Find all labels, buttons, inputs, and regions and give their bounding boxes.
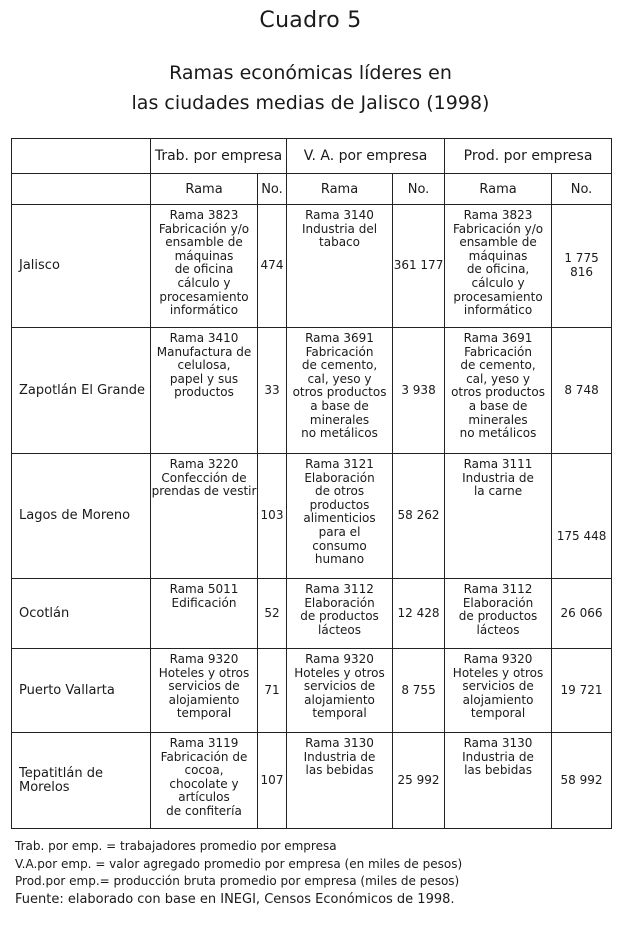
va-no-cell: 12 428 [393, 579, 445, 649]
city-cell: Ocotlán [12, 579, 151, 649]
header-va: V. A. por empresa [287, 139, 445, 174]
city-cell: Tepatitlán de Morelos [12, 733, 151, 829]
title-line-2: las ciudades medias de Jalisco (1998) [131, 92, 490, 114]
va-rama-cell: Rama 9320 Hoteles y otros servicios de alojamiento temporal [287, 649, 393, 733]
prod-rama-cell: Rama 3823 Fabricación y/o ensamble de máquinas de oficina, cálculo y procesamiento informático [445, 205, 552, 328]
trab-rama-cell: Rama 3823 Fabricación y/o ensamble de máquinas de oficina cálculo y procesamiento informático [151, 205, 258, 328]
va-no-cell: 25 992 [393, 733, 445, 829]
trab-no-cell: 107 [258, 733, 287, 829]
subheader-rama: Rama [151, 174, 258, 205]
trab-rama-cell: Rama 3220 Confección de prendas de vestir [151, 454, 258, 579]
data-table [11, 138, 612, 829]
prod-rama-cell: Rama 3111 Industria de la carne [445, 454, 552, 579]
prod-rama-cell: Rama 3130 Industria de las bebidas [445, 733, 552, 829]
va-rama-cell: Rama 3121 Elaboración de otros productos alimenticios para el consumo humano [287, 454, 393, 579]
subheader-rama: Rama [287, 174, 393, 205]
prod-rama-cell: Rama 3691 Fabricación de cemento, cal, yeso y otros productos a base de minerales no metálicos [445, 328, 552, 454]
prod-no-cell: 1 775 816 [552, 205, 612, 328]
prod-no-cell: 175 448 [552, 454, 612, 579]
trab-no-cell: 71 [258, 649, 287, 733]
trab-no-cell: 103 [258, 454, 287, 579]
table-row [12, 454, 612, 579]
table-row [12, 205, 612, 328]
subheader-no: No. [258, 174, 287, 205]
prod-rama-cell: Rama 3112 Elaboración de productos lácteos [445, 579, 552, 649]
city-cell: Jalisco [12, 205, 151, 328]
va-no-cell: 58 262 [393, 454, 445, 579]
va-no-cell: 361 177 [393, 205, 445, 328]
va-rama-cell: Rama 3140 Industria del tabaco [287, 205, 393, 328]
prod-no-cell: 19 721 [552, 649, 612, 733]
table-row [12, 649, 612, 733]
city-cell: Lagos de Moreno [12, 454, 151, 579]
header-empty-cell [12, 139, 151, 174]
va-rama-cell: Rama 3112 Elaboración de productos lácteos [287, 579, 393, 649]
table-row [12, 579, 612, 649]
title-line-1: Ramas económicas líderes en [169, 62, 452, 84]
trab-no-cell: 33 [258, 328, 287, 454]
trab-no-cell: 474 [258, 205, 287, 328]
trab-rama-cell: Rama 3410 Manufactura de celulosa, papel y sus productos [151, 328, 258, 454]
table-number: Cuadro 5 [259, 8, 362, 33]
city-cell: Zapotlán El Grande [12, 328, 151, 454]
prod-no-cell: 26 066 [552, 579, 612, 649]
prod-no-cell: 8 748 [552, 328, 612, 454]
trab-rama-cell: Rama 3119 Fabricación de cocoa, chocolate y artículos de confitería [151, 733, 258, 829]
table-row [12, 733, 612, 829]
note-va: V.A.por emp. = valor agregado promedio por empresa (en miles de pesos) [15, 856, 463, 871]
table-row [12, 328, 612, 454]
subheader-rama: Rama [445, 174, 552, 205]
note-trab: Trab. por emp. = trabajadores promedio por empresa [15, 839, 337, 853]
header-row-groups [12, 139, 612, 174]
trab-no-cell: 52 [258, 579, 287, 649]
subheader-no: No. [393, 174, 445, 205]
subheader-empty-cell [12, 174, 151, 205]
header-trab: Trab. por empresa [151, 139, 287, 174]
subheader-no: No. [552, 174, 612, 205]
header-row-subcolumns [12, 174, 612, 205]
table-notes [15, 838, 615, 908]
va-rama-cell: Rama 3691 Fabricación de cemento, cal, yeso y otros productos a base de minerales no metálicos [287, 328, 393, 454]
trab-rama-cell: Rama 9320 Hoteles y otros servicios de alojamiento temporal [151, 649, 258, 733]
source-note: Fuente: elaborado con base en INEGI, Censos Económicos de 1998. [15, 891, 455, 907]
prod-rama-cell: Rama 9320 Hoteles y otros servicios de alojamiento temporal [445, 649, 552, 733]
prod-no-cell: 58 992 [552, 733, 612, 829]
header-prod: Prod. por empresa [445, 139, 612, 174]
va-no-cell: 8 755 [393, 649, 445, 733]
note-prod: Prod.por emp.= producción bruta promedio por empresa (miles de pesos) [15, 874, 460, 888]
table-title [0, 58, 621, 118]
trab-rama-cell: Rama 5011 Edificación [151, 579, 258, 649]
city-cell: Puerto Vallarta [12, 649, 151, 733]
va-no-cell: 3 938 [393, 328, 445, 454]
va-rama-cell: Rama 3130 Industria de las bebidas [287, 733, 393, 829]
